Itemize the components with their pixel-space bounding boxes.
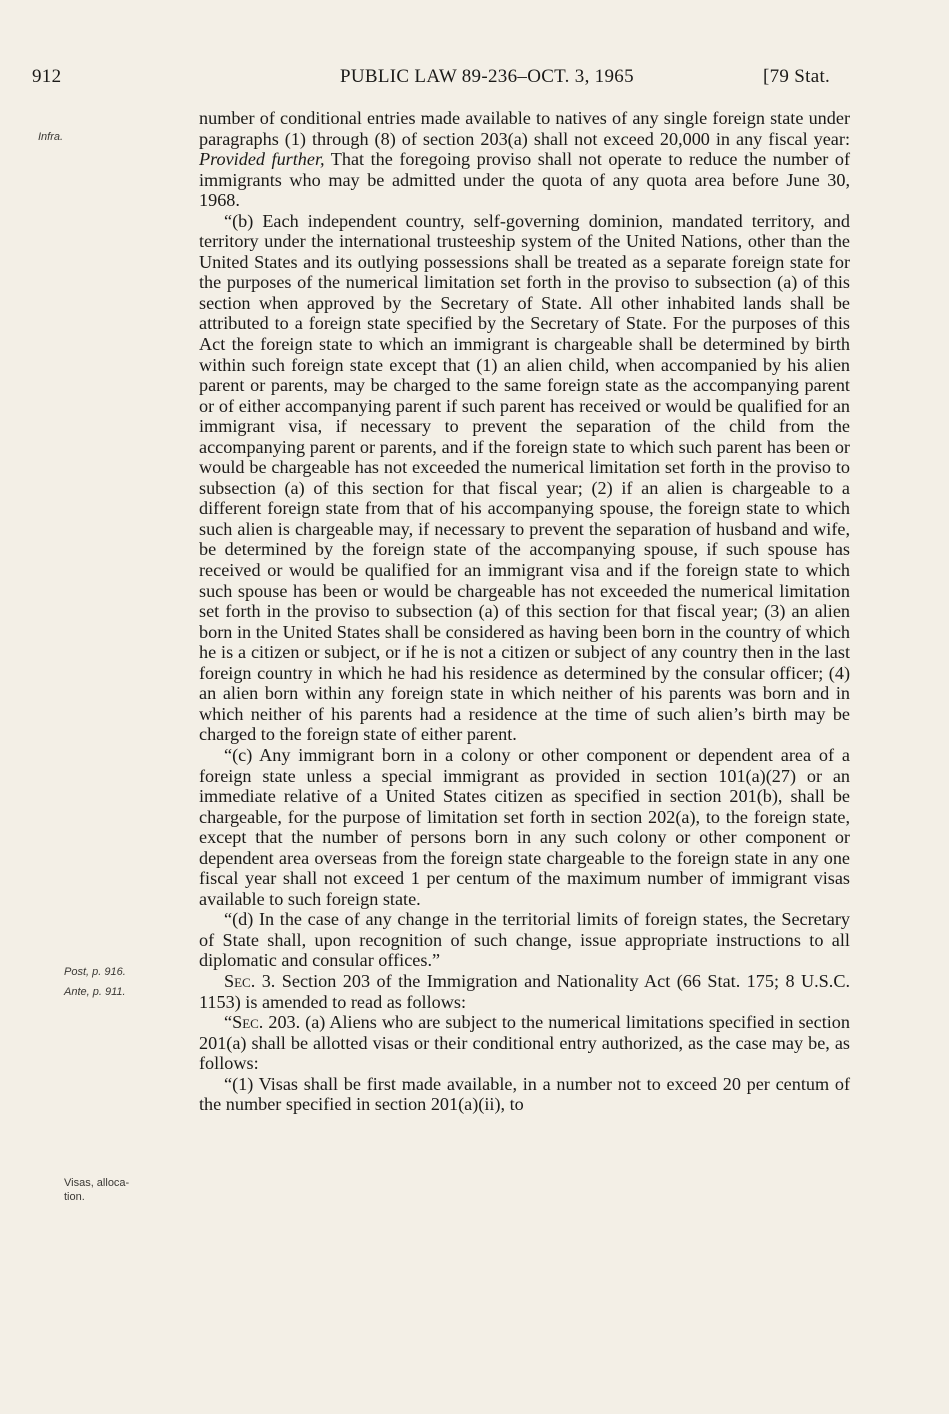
- page-number: 912: [32, 66, 62, 87]
- proviso-emphasis: Provided further,: [199, 149, 325, 170]
- section-3: Sec. 3. Section 203 of the Immigration and Nationality Act (66 Stat. 175; 8 U.S.C. 1153) is amended to read as follows:: [199, 970, 850, 1012]
- paragraph-a-1: “(1) Visas shall be first made available, in a number not to exceed 20 per centum of the number specified in section 201(a)(ii), to: [199, 1073, 850, 1115]
- section-203-a: “Sec. 203. (a) Aliens who are subject to the numerical limitations specified in section 201(a) shall be allotted visas or their conditional entry authorized, as the case may be, as follows:: [199, 1012, 850, 1074]
- page-title: PUBLIC LAW 89-236–OCT. 3, 1965: [340, 66, 634, 87]
- statute-text: [199, 108, 850, 1115]
- statute-volume: [79 Stat.: [763, 66, 831, 87]
- margin-note-visas: Visas, alloca-: [64, 1177, 130, 1189]
- margin-note-allocation: tion.: [64, 1191, 85, 1203]
- paragraph-b: “(b) Each independent country, self-governing dominion, mandated territory, and territory under the international trusteeship system of the United Nations, other than the United States and its outlying possessions shall be treated as a separate foreign state for the purposes of the numerical limitation set forth in the proviso to subsection (a) of this section when approved by the Secretary of State. All other inhabited lands shall be attributed to a foreign state specified by the Secretary of State. For the purposes of this Act the foreign state to which an immigrant is chargeable shall be determined by birth within such foreign state except that (1) an alien child, when accompanied by his alien parent or parents, may be charged to the same foreign state as the accompanying parent or of either accompanying parent if such parent has received or would be qualified for an immigrant visa, if necessary to prevent the separation of the child from the accompanying parent or parents, and if the foreign state to which such parent has been or would be chargeable has not exceeded the numerical limitation set forth in the proviso to subsection (a) of this section for that fiscal year; (2) if an alien is chargeable to a different foreign state from that of his accompanying spouse, the foreign state to which such alien is chargeable may, if necessary to prevent the separation of husband and wife, be determined by the foreign state of the accompanying spouse, if such spouse has received or would be qualified for an immigrant visa and if the foreign state to which such spouse has been or would be chargeable has not exceeded the numerical limitation set forth in the proviso to subsection (a) of this section for that fiscal year; (3) an alien born in the United States shall be considered as having been born in the country of which he is a citizen or subject, or if he is not a citizen or subject of any country then in the last foreign country in which he had his residence as determined by the consular officer; (4) an alien born within any foreign state in which neither of his parents was born and in which neither of his parents had a residence at the time of such alien’s birth may be charged to the foreign state of either parent.: [199, 210, 850, 745]
- margin-note-ante: Ante, p. 911.: [64, 986, 126, 998]
- margin-note-post: Post, p. 916.: [64, 966, 126, 978]
- paragraph-c: “(c) Any immigrant born in a colony or other component or dependent area of a foreign state unless a special immigrant as provided in section 101(a)(27) or an immediate relative of a United States citizen as specified in section 201(b), shall be chargeable, for the purpose of limitation set forth in section 202(a), to the foreign state, except that the number of persons born in any such colony or other component or dependent area overseas from the foreign state chargeable to the foreign state in any one fiscal year shall not exceed 1 per centum of the maximum number of immigrant visas available to such foreign state.: [199, 744, 850, 909]
- paragraph-continuation: number of conditional entries made available to natives of any single foreign state under paragraphs (1) through (8) of section 203(a) shall not exceed 20,000 in any fiscal year: Provided further, That the foregoing proviso shall not operate to reduce the number of immigrants who may be admitted under the quota of any quota area before June 30, 1968.: [199, 108, 850, 211]
- margin-note-infra: Infra.: [38, 131, 64, 143]
- paragraph-d: “(d) In the case of any change in the territorial limits of foreign states, the Secretary of State shall, upon recognition of such change, issue appropriate instructions to all diplomatic and consular offices.”: [199, 909, 850, 971]
- margin-notes: [0, 0, 180, 1414]
